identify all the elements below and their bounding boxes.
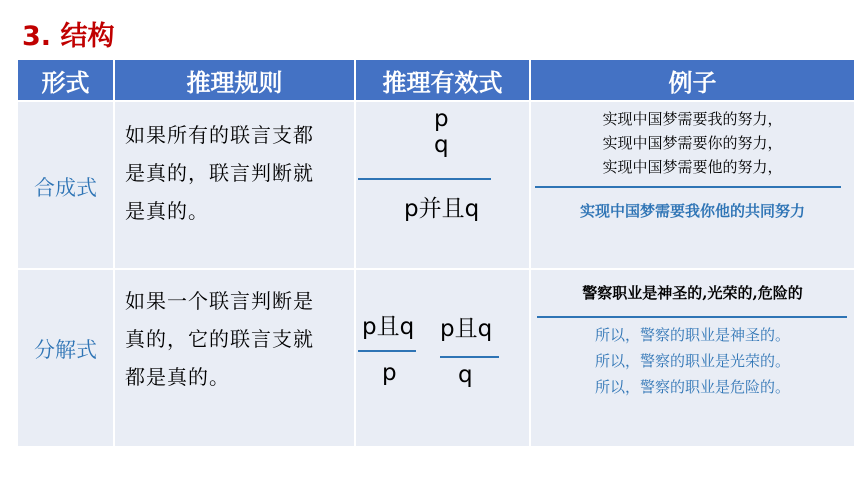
premise-q: q bbox=[434, 132, 449, 158]
conjunctive-inference-table bbox=[18, 60, 854, 446]
rule-line: 都是真的。 bbox=[125, 365, 230, 389]
example-conclusion: 实现中国梦需要我你他的共同努力 bbox=[579, 202, 805, 220]
example-conclusion: 所以，警察的职业是危险的。 bbox=[594, 378, 790, 396]
row2-valid-form-cell bbox=[356, 270, 529, 446]
conclusion-p: p bbox=[382, 360, 397, 386]
conclusion-p-and-q: p并且q bbox=[404, 196, 480, 222]
example-divider bbox=[535, 186, 841, 188]
row2-form-cell bbox=[18, 270, 113, 446]
example-divider bbox=[537, 316, 847, 318]
row2-rule-cell bbox=[115, 270, 354, 446]
example-premise: 实现中国梦需要你的努力， bbox=[602, 134, 783, 152]
example-premise: 警察职业是神圣的,光荣的,危险的 bbox=[582, 284, 803, 302]
conclusion-q: q bbox=[458, 362, 473, 388]
inference-line bbox=[440, 356, 499, 358]
section-heading: 3. 结构 bbox=[22, 21, 115, 52]
row1-example-cell bbox=[531, 102, 854, 268]
header-rule: 推理规则 bbox=[115, 60, 354, 100]
premise-p: p bbox=[434, 106, 449, 132]
premise-p-and-q: p且q bbox=[362, 314, 415, 340]
row1-valid-form-cell bbox=[356, 102, 529, 268]
row1-rule-text bbox=[125, 116, 348, 230]
premise-p-and-q: p且q bbox=[440, 316, 493, 342]
example-premise: 实现中国梦需要我的努力， bbox=[602, 110, 783, 128]
row2-rule-text bbox=[125, 282, 348, 396]
rule-line: 是真的。 bbox=[125, 199, 209, 223]
example-conclusion: 所以，警察的职业是神圣的。 bbox=[594, 326, 790, 344]
row1-form-cell bbox=[18, 102, 113, 268]
row1-rule-cell bbox=[115, 102, 354, 268]
inference-line bbox=[358, 178, 491, 180]
row1-form-name: 合成式 bbox=[34, 176, 97, 200]
header-form: 形式 bbox=[18, 60, 113, 100]
example-conclusion: 所以，警察的职业是光荣的。 bbox=[594, 352, 790, 370]
rule-line: 真的，它的联言支就 bbox=[125, 327, 314, 351]
example-premise: 实现中国梦需要他的努力， bbox=[602, 158, 783, 176]
rule-line: 如果所有的联言支都 bbox=[125, 123, 314, 147]
row2-example-cell bbox=[531, 270, 854, 446]
row2-form-name: 分解式 bbox=[34, 338, 97, 362]
rule-line: 是真的，联言判断就 bbox=[125, 161, 314, 185]
rule-line: 如果一个联言判断是 bbox=[125, 289, 314, 313]
header-example: 例子 bbox=[531, 60, 854, 100]
inference-line bbox=[358, 350, 416, 352]
header-valid-form: 推理有效式 bbox=[356, 60, 529, 100]
